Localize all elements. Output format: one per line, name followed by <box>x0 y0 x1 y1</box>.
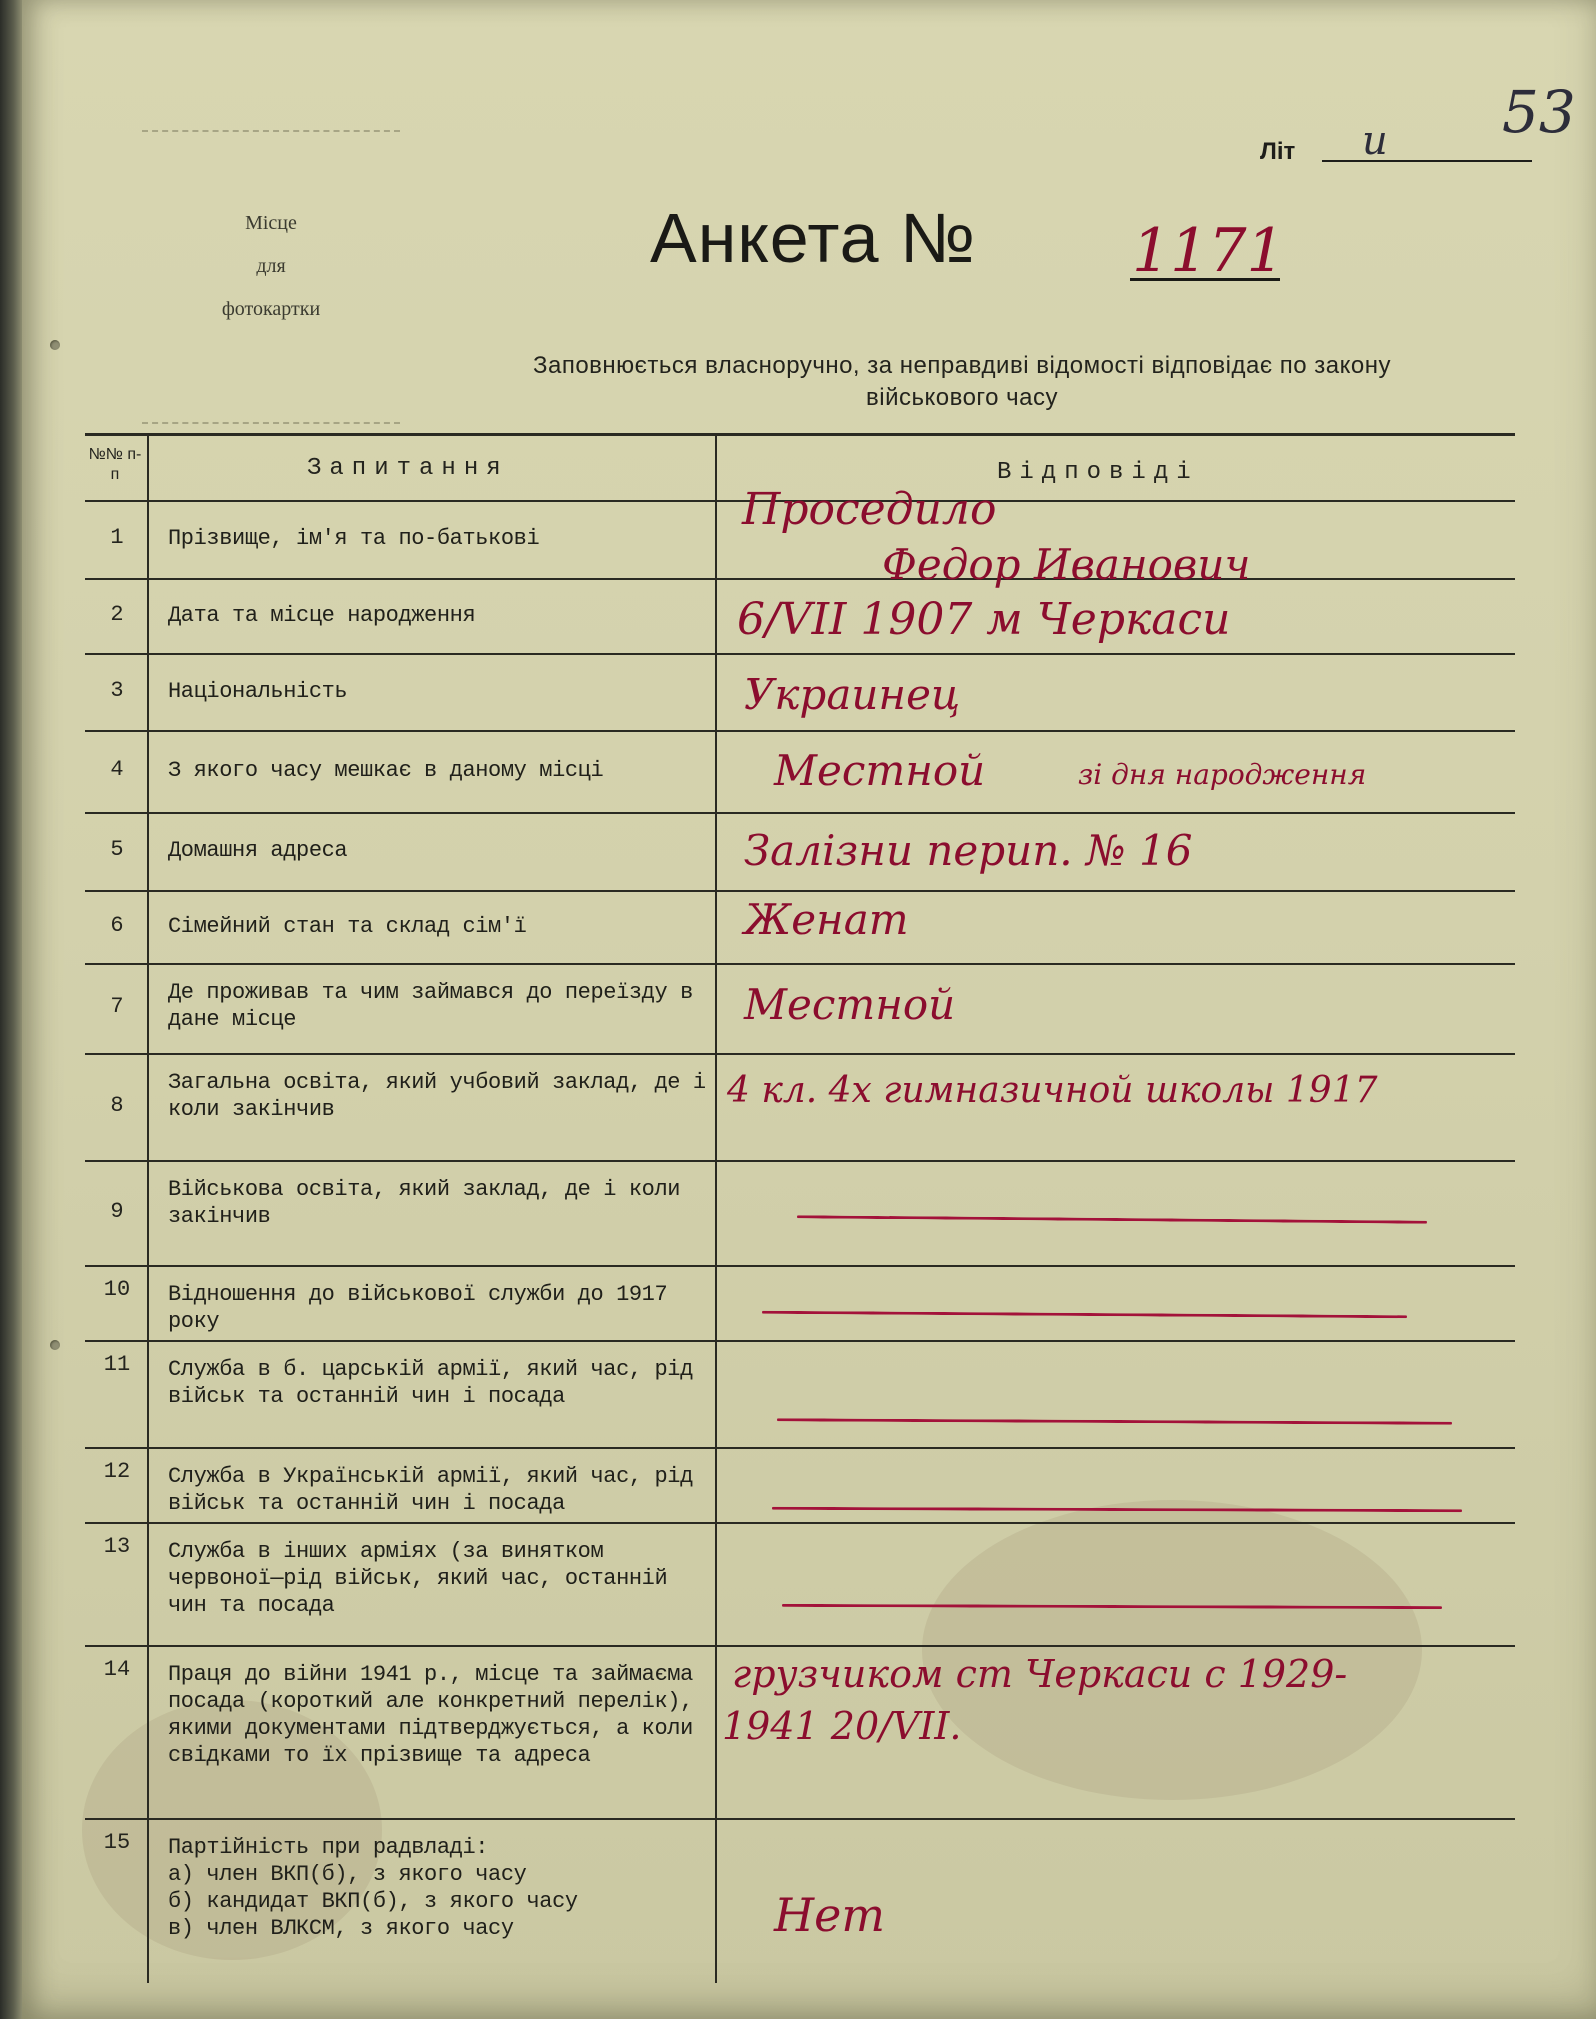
row-question: Прізвище, ім'я та по-батькові <box>168 526 540 551</box>
form-title: Анкета № <box>650 199 977 277</box>
answer-14-line1: грузчиком ст Черкаси с 1929- <box>732 1652 1348 1696</box>
lit-underline <box>1322 160 1532 162</box>
stitch-hole <box>50 1340 60 1350</box>
table-top-border <box>85 433 1515 436</box>
row-border <box>85 1447 1515 1449</box>
row-question: Служба в інших арміях (за винятком червоної—рід військ, який час, останній чин та посада <box>168 1539 668 1618</box>
sheet-number: 53 <box>1502 78 1576 146</box>
row-question: Де проживав та чим займався до переїзду в дане місце <box>168 980 693 1032</box>
row-number: 14 <box>103 1657 131 1682</box>
answer-11-dash <box>777 1418 1452 1425</box>
row-number: 3 <box>110 677 124 703</box>
row-border <box>85 963 1515 965</box>
stitch-hole <box>50 340 60 350</box>
photo-label-line2: для <box>256 255 286 277</box>
paper-stain <box>922 1500 1422 1800</box>
answer-4-extra: зі дня народження <box>1078 758 1367 791</box>
row-number: 6 <box>110 912 124 938</box>
row-question: Загальна освіта, який учбовий заклад, де і коли закінчив <box>168 1070 706 1122</box>
row-border <box>85 1265 1515 1267</box>
header-answer: Відповіді <box>997 459 1199 486</box>
row-question: Військова освіта, який заклад, де і коли закінчив <box>168 1177 681 1229</box>
form-instructions <box>422 350 1502 414</box>
row-question: Служба в Українській армії, який час, рід військ та останній чин і посада <box>168 1464 693 1516</box>
header-question: Запитання <box>307 455 509 482</box>
row-border <box>85 1522 1515 1524</box>
answer-14-line2: 1941 20/VII. <box>722 1704 962 1748</box>
header-number: №№ п-п <box>88 446 142 483</box>
table-divider-question <box>715 433 717 1983</box>
row-border <box>85 1818 1515 1820</box>
row-border <box>85 1340 1515 1342</box>
photo-label-line3: фотокартки <box>221 298 321 320</box>
row-number: 1 <box>110 525 124 550</box>
photo-placeholder <box>142 130 400 424</box>
row-question: Дата та місце народження <box>168 602 476 628</box>
row-question: Сімейний стан та склад сім'ї <box>168 913 527 939</box>
row-number: 15 <box>103 1830 131 1855</box>
row-number: 4 <box>110 757 124 782</box>
form-number: 1171 <box>1132 216 1285 286</box>
folder-spine <box>0 0 22 2019</box>
answer-1-line1: Проседило <box>742 484 997 535</box>
row-number: 9 <box>110 1198 124 1224</box>
answer-6: Женат <box>744 895 909 944</box>
answer-9-dash <box>797 1215 1427 1223</box>
row-border <box>85 578 1515 580</box>
answer-8: 4 кл. 4х гимназичной школы 1917 <box>727 1070 1378 1111</box>
lit-value: и <box>1362 118 1388 164</box>
row-number: 11 <box>103 1352 131 1377</box>
lit-label: Літ <box>1260 138 1296 165</box>
row-border <box>85 812 1515 814</box>
instructions-line1: Заповнюється власноручно, за неправдиві відомості відповідає по закону <box>532 352 1391 379</box>
row-question: Праця до війни 1941 р., місце та займаєма посада (короткий але конкретний перелік), якими документами підтверджується, а коли свідками то їх прізвище та адреса <box>168 1662 693 1768</box>
answer-15: Нет <box>774 1888 885 1942</box>
row-border <box>85 1053 1515 1055</box>
row-border <box>85 890 1515 892</box>
answer-4: Местной <box>774 746 986 795</box>
row-number: 7 <box>110 994 124 1019</box>
row-border <box>85 1645 1515 1647</box>
answer-3: Украинец <box>744 670 961 719</box>
row-border <box>85 730 1515 732</box>
row-question: Служба в б. царській армії, який час, рід військ та останній чин і посада <box>168 1357 693 1409</box>
instructions-line2: військового часу <box>865 384 1059 411</box>
row-question: Національність <box>168 678 348 704</box>
row-number: 10 <box>103 1277 131 1302</box>
row-question: З якого часу мешкає в даному місці <box>168 758 604 783</box>
answer-1-line2: Федор Иванович <box>882 540 1251 589</box>
answer-7: Местной <box>744 980 956 1029</box>
row-number: 8 <box>110 1092 124 1118</box>
row-border <box>85 653 1515 655</box>
answer-5: Залізни перип. № 16 <box>744 826 1193 875</box>
questionnaire-page <box>22 0 1596 2019</box>
answer-2: 6/VII 1907 м Черкаси <box>737 594 1231 645</box>
row-question: Відношення до військової служби до 1917 року <box>168 1282 668 1334</box>
row-number: 13 <box>103 1534 131 1559</box>
row-number: 2 <box>110 601 124 627</box>
row-number: 5 <box>110 837 124 862</box>
answer-10-dash <box>762 1311 1407 1319</box>
row-border <box>85 1160 1515 1162</box>
row-question: Партійність при радвладі: а) член ВКП(б), з якого часу б) кандидат ВКП(б), з якого часу в) член ВЛКСМ, з якого часу <box>168 1835 578 1941</box>
row-number: 12 <box>103 1459 131 1484</box>
photo-label-line1: Місце <box>245 212 297 234</box>
row-question: Домашня адреса <box>168 838 348 863</box>
